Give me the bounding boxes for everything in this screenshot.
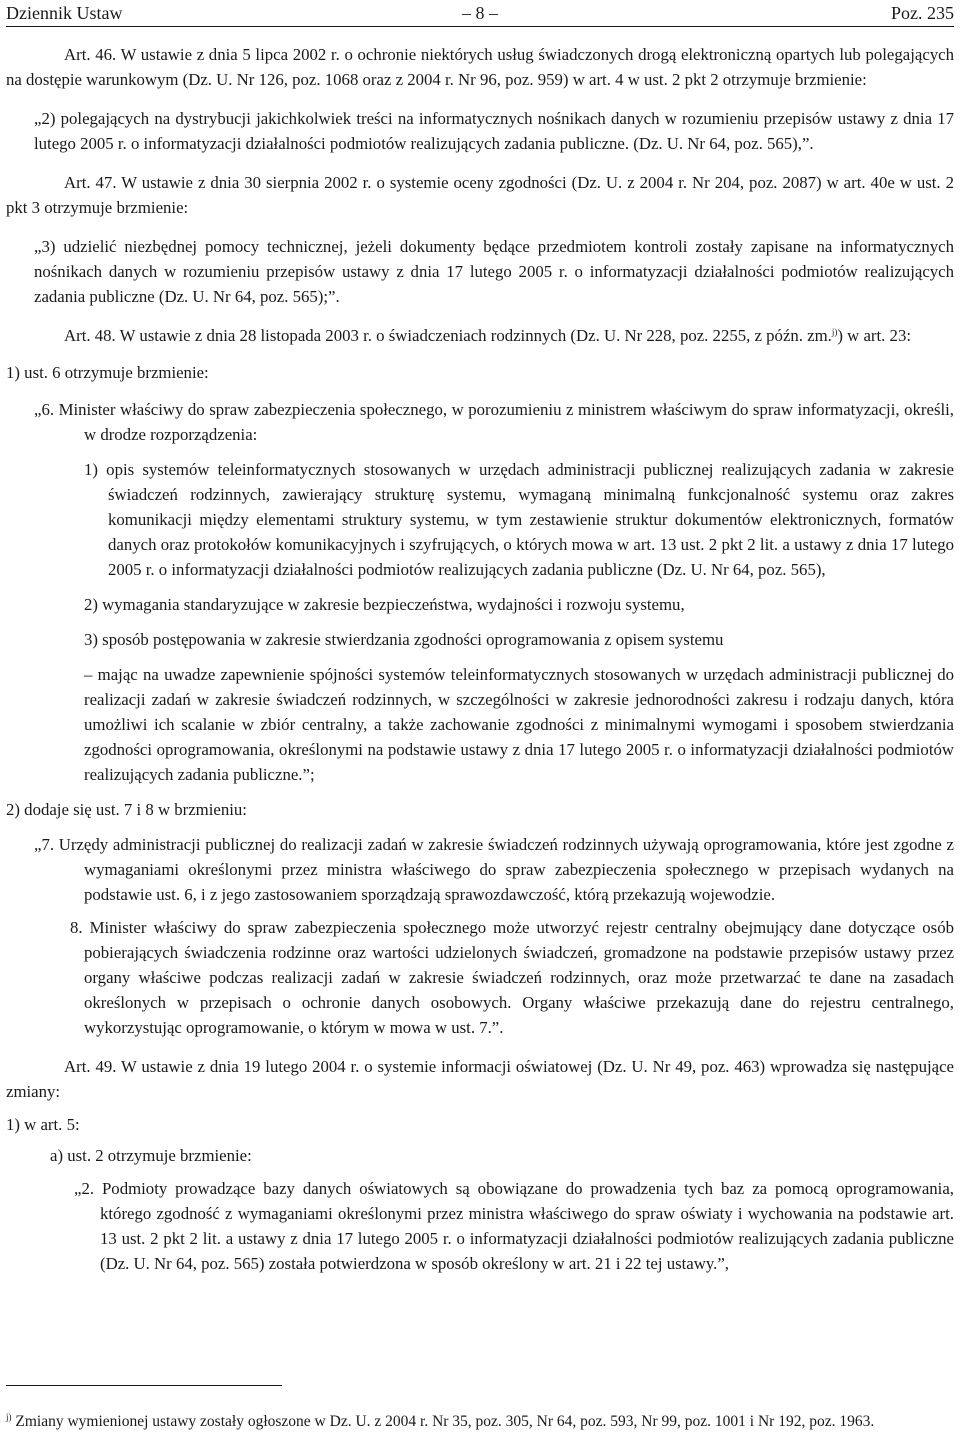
art-49-lead: Art. 49. W ustawie z dnia 19 lutego 2004 r. o systemie informacji oświatowej (Dz. U. Nr 49, poz. 463) wprowadza się następujące zmiany:: [6, 1057, 954, 1101]
art-46-quote: „2) polegających na dystrybucji jakichkolwiek treści na informatycznych nośnikach danych w rozumieniu przepisów ustawy z dnia 17 lutego 2005 r. o informatyzacji działalności podmiotów realizujących zadania publiczne. (Dz. U. Nr 64, poz. 565),”.: [34, 109, 954, 153]
footnote: [6, 1410, 954, 1433]
footnote-text: Zmiany wymienionej ustawy zostały ogłoszone w Dz. U. z 2004 r. Nr 35, poz. 305, Nr 64, poz. 593, Nr 99, poz. 1001 i Nr 192, poz. 1963.: [11, 1412, 875, 1430]
page-number: – 8 –: [462, 2, 498, 23]
art-49-item-1: 1) w art. 5:: [6, 1115, 80, 1134]
art-47-quote: „3) udzielić niezbędnej pomocy technicznej, jeżeli dokumenty będące przedmiotem kontroli zostały zapisane na informatycznych nośnikach danych w rozumieniu przepisów ustawy z dnia 17 lutego 2005 r. o informatyzacji działalności podmiotów realizujących zadania publiczne (Dz. U. Nr 64, poz. 565);”.: [34, 237, 954, 306]
art-47-lead: Art. 47. W ustawie z dnia 30 sierpnia 2002 r. o systemie oceny zgodności (Dz. U. z 2004 r. Nr 204, poz. 2087) w art. 40e w ust. 2 pkt 3 otrzymuje brzmienie:: [6, 173, 954, 217]
footnote-rule: [6, 1385, 282, 1386]
journal-title: Dziennik Ustaw: [6, 2, 123, 23]
art-48-ust-6: „6. Minister właściwy do spraw zabezpieczenia społecznego, w porozumieniu z ministrem właściwym do spraw informatyzacji, określi, w drodze rozporządzenia:: [34, 400, 954, 444]
art-49-ust-2: „2. Podmioty prowadzące bazy danych oświatowych są obowiązane do prowadzenia tych baz za pomocą oprogramowania, którego zgodność z wymaganiami określonymi przez ministra właściwego do spraw oświaty i wychowania na podstawie art. 13 ust. 2 pkt 2 lit. a ustawy z dnia 17 lutego 2005 r. o informatyzacji działalności podmiotów realizujących zadania publiczne (Dz. U. Nr 64, poz. 565) została potwierdzona w sposób określony w art. 21 i 22 tej ustawy.”,: [74, 1179, 954, 1273]
art-48-point-2: 2) wymagania standaryzujące w zakresie bezpieczeństwa, wydajności i rozwoju systemu,: [84, 595, 685, 614]
footnote-mark: j): [6, 1411, 12, 1422]
art-46-lead: Art. 46. W ustawie z dnia 5 lipca 2002 r. o ochronie niektórych usług świadczonych drogą elektroniczną opartych lub polegających na dostępie warunkowym (Dz. U. Nr 126, poz. 1068 oraz z 2004 r. Nr 96, poz. 959) w art. 4 w ust. 2 pkt 2 otrzymuje brzmienie:: [6, 45, 954, 89]
art-48-item-1: 1) ust. 6 otrzymuje brzmienie:: [6, 363, 209, 382]
footnote-ref: j): [831, 327, 838, 337]
art-48-dash-clause: – mając na uwadze zapewnienie spójności systemów teleinformatycznych stosowanych w urzędach administracji publicznej do realizacji zadań w zakresie świadczeń rodzinnych, w szczególności w zakresie jednorodności zakresu i rodzaju danych, która umożliwi ich scalanie w zbiór centralny, a także zachowanie zgodności z minimalnymi wymogami i sposobem stwierdzania zgodności oprogramowania, określonymi na podstawie ustawy z dnia 17 lutego 2005 r. o informatyzacji działalności podmiotów realizujących zadania publiczne.”;: [84, 665, 954, 784]
art-48-ust-8: 8. Minister właściwy do spraw zabezpieczenia społecznego może utworzyć rejestr centralny obejmujący dane dotyczące osób pobierających świadczenia rodzinne oraz wartości udzielonych świadczeń, gromadzone na podstawie przepisów ustawy przez organy właściwe podczas realizacji zadań w zakresie świadczeń rodzinnych, oraz może przetwarzać te dane na zasadach określonych w przepisach o ochronie danych osobowych. Organy właściwe przekazują dane do rejestru centralnego, wykorzystując oprogramowanie, o którym w mowa w ust. 7.”.: [70, 918, 954, 1037]
position-number: Poz. 235: [891, 2, 954, 23]
art-48-lead: Art. 48. W ustawie z dnia 28 listopada 2003 r. o świadczeniach rodzinnych (Dz. U. Nr 228, poz. 2255, z późn. zm.$^{j)}$) w art. 23:: [64, 326, 912, 345]
art-48-item-2: 2) dodaje się ust. 7 i 8 w brzmieniu:: [6, 800, 247, 819]
art-48-ust-7: „7. Urzędy administracji publicznej do realizacji zadań w zakresie świadczeń rodzinnych używają oprogramowania, które jest zgodne z wymaganiami określonymi przez ministra właściwego do spraw zabezpieczenia społecznego w przepisach wydanych na podstawie ust. 6, i z jego zastosowaniem sporządzają sprawozdawczość, którą przekazują wojewodzie.: [34, 835, 954, 904]
art-49-item-a: a) ust. 2 otrzymuje brzmienie:: [50, 1146, 252, 1165]
art-48-point-3: 3) sposób postępowania w zakresie stwierdzania zgodności oprogramowania z opisem systemu: [84, 630, 724, 649]
art-48-point-1: 1) opis systemów teleinformatycznych stosowanych w urzędach administracji publicznej realizujących zadania w zakresie świadczeń rodzinnych, zawierający strukturę systemu, wymaganą minimalną funkcjonalność systemu oraz zakres komunikacji między elementami struktury systemu, w tym zestawienie struktur dokumentów elektronicznych, formatów danych oraz protokołów komunikacyjnych i szyfrujących, o których mowa w art. 13 ust. 2 pkt 2 lit. a ustawy z dnia 17 lutego 2005 r. o informatyzacji działalności podmiotów realizujących zadania publiczne (Dz. U. Nr 64, poz. 565),: [84, 460, 954, 579]
page-header: [6, 0, 954, 27]
